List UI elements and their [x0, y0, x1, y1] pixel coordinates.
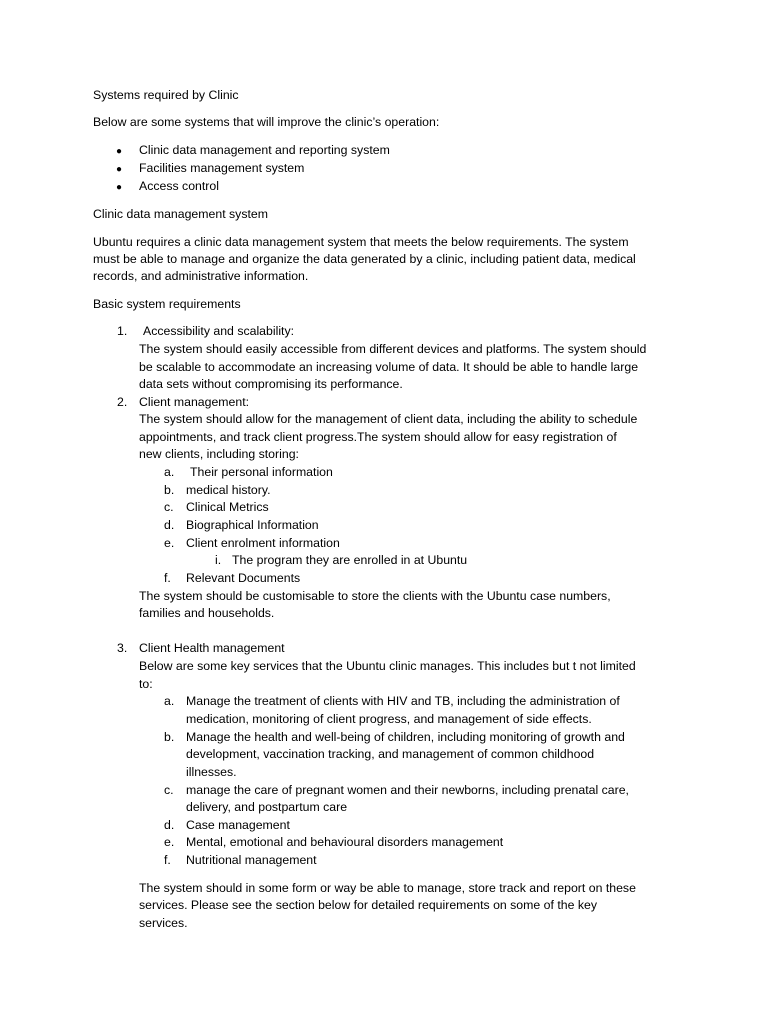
- list-item: medical history.: [186, 483, 271, 497]
- paragraph-line: services.: [139, 916, 188, 930]
- list-item: illnesses.: [186, 765, 237, 779]
- section-heading: Clinic data management system: [93, 207, 268, 221]
- intro-text: Below are some systems that will improve the clinic’s operation:: [93, 115, 440, 129]
- paragraph-line: Below are some key services that the Ubuntu clinic manages. This includes but t not limited: [139, 659, 636, 673]
- list-item: Relevant Documents: [186, 571, 301, 585]
- list-number: 3.: [117, 641, 128, 655]
- list-letter: e.: [164, 835, 175, 849]
- bullet-dot: ●: [116, 182, 123, 193]
- list-item: medication, monitoring of client progress, and management of side effects.: [186, 712, 592, 726]
- list-item: Biographical Information: [186, 518, 319, 532]
- list-letter: d.: [164, 818, 175, 832]
- list-item: Facilities management system: [139, 161, 305, 175]
- list-item: Manage the treatment of clients with HIV and TB, including the administration of: [186, 694, 620, 708]
- paragraph-line: must be able to manage and organize the data generated by a clinic, including patient data, medical: [93, 252, 636, 266]
- list-roman: i.: [215, 553, 222, 567]
- paragraph-line: services. Please see the section below for detailed requirements on some of the key: [139, 898, 597, 912]
- paragraph-line: be scalable to accommodate an increasing volume of data. It should be able to handle large: [139, 360, 639, 374]
- paragraph-line: The system should be customisable to store the clients with the Ubuntu case numbers,: [139, 589, 611, 603]
- list-item: Manage the health and well-being of children, including monitoring of growth and: [186, 730, 625, 744]
- list-number: 2.: [117, 395, 128, 409]
- bullet-dot: ●: [116, 146, 123, 157]
- paragraph-line: data sets without compromising its performance.: [139, 377, 403, 391]
- paragraph-line: new clients, including storing:: [139, 447, 299, 461]
- list-item: manage the care of pregnant women and their newborns, including prenatal care,: [186, 783, 629, 797]
- page-heading: Systems required by Clinic: [93, 88, 239, 102]
- paragraph-line: appointments, and track client progress.The system should allow for easy registration of: [139, 430, 617, 444]
- list-letter: f.: [164, 571, 171, 585]
- list-item: delivery, and postpartum care: [186, 800, 348, 814]
- list-number: 1.: [117, 324, 128, 338]
- list-item: Client enrolment information: [186, 536, 340, 550]
- list-item: Access control: [139, 179, 219, 193]
- requirement-title: Client Health management: [139, 641, 285, 655]
- list-item: Their personal information: [190, 465, 333, 479]
- list-letter: b.: [164, 483, 175, 497]
- section-heading: Basic system requirements: [93, 297, 241, 311]
- list-letter: d.: [164, 518, 175, 532]
- list-letter: f.: [164, 853, 171, 867]
- list-letter: c.: [164, 783, 174, 797]
- bullet-dot: ●: [116, 164, 123, 175]
- list-letter: a.: [164, 694, 175, 708]
- list-item: Case management: [186, 818, 290, 832]
- list-letter: c.: [164, 500, 174, 514]
- paragraph-line: The system should allow for the management of client data, including the ability to schedule: [139, 412, 638, 426]
- requirement-title: Accessibility and scalability:: [143, 324, 295, 338]
- paragraph-line: records, and administrative information.: [93, 269, 309, 283]
- list-item: Mental, emotional and behavioural disorders management: [186, 835, 504, 849]
- list-item: Clinic data management and reporting system: [139, 143, 390, 157]
- list-letter: e.: [164, 536, 175, 550]
- list-item: The program they are enrolled in at Ubuntu: [232, 553, 468, 567]
- list-item: development, vaccination tracking, and management of common childhood: [186, 747, 595, 761]
- paragraph-line: Ubuntu requires a clinic data management system that meets the below requirements. The system: [93, 235, 629, 249]
- list-item: Nutritional management: [186, 853, 317, 867]
- list-letter: a.: [164, 465, 175, 479]
- paragraph-line: The system should easily accessible from different devices and platforms. The system should: [139, 342, 647, 356]
- list-letter: b.: [164, 730, 175, 744]
- paragraph-line: to:: [139, 677, 153, 691]
- paragraph-line: families and households.: [139, 606, 275, 620]
- requirement-title: Client management:: [139, 395, 250, 409]
- paragraph-line: The system should in some form or way be able to manage, store track and report on these: [139, 881, 636, 895]
- list-item: Clinical Metrics: [186, 500, 269, 514]
